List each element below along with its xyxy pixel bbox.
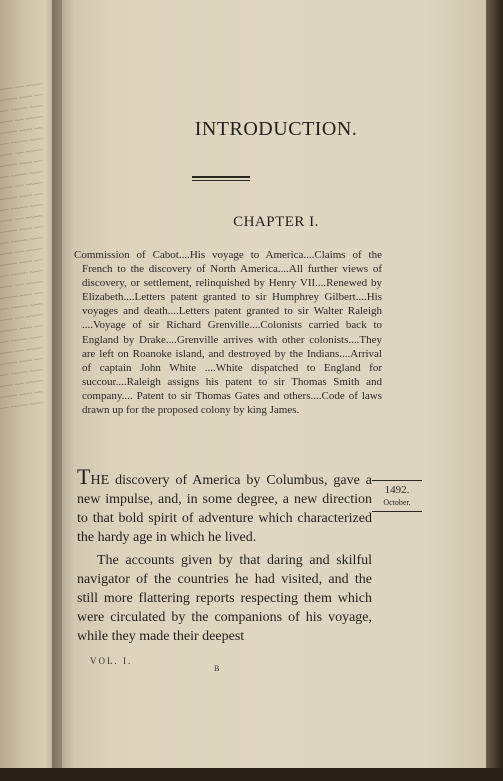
- footer-volume: VOL. I.: [90, 656, 133, 666]
- footer-signature: B: [214, 664, 220, 673]
- margin-note-rule-bottom: [372, 511, 422, 512]
- chapter-synopsis: Commission of Cabot....His voyage to America....Claims of the French to the discovery of North America....All further views of discovery, or settlement, relinquished by Henry VII....Renewed by Elizabeth....Letters patent granted to sir Humphrey Gilbert....His voyages and death....Letters patent granted to sir Walter Raleigh ....Voyage of sir Richard Grenville....Colonists carried back to England by Drake....Grenville arrives with other colonists....They are left on Roanoke island, and destroyed by the Indians....Arrival of captain John White ....White dispatched to England for succour....Raleigh assigns his patent to sir Thomas Smith and company.... Patent to sir Thomas Gates and others....Code of laws drawn up for the proposed colony by king James.: [74, 249, 382, 417]
- margin-note-year: 1492.: [384, 484, 410, 496]
- drop-cap: T: [77, 464, 91, 489]
- paragraph-1: [77, 464, 372, 547]
- left-page-bleed-text: ~~~ ~~ ~~~~ ~~~~ ~~~ ~~ ~~ ~~~~ ~~~ ~~~ ~~ ~~~~ ~~~~ ~~~ ~~ ~~ ~~~~ ~~~ ~~~ ~~ ~~~~ ~~~~ ~~~ ~~ ~~ ~~~~ ~~~ ~~~ ~~ ~~~~ ~~~~ ~~~ ~~ ~~ ~~~~ ~~~ ~~~ ~~ ~~~~ ~~~~ ~~~ ~~ ~~ ~~~~ ~~~ ~~~ ~~ ~~~~ ~~~~ ~~~ ~~ ~~ ~~~~ ~~~ ~~~ ~~ ~~~~ ~~~~ ~~~ ~~ ~~ ~~~~ ~~~ ~~~ ~~ ~~~~ ~~~~ ~~~ ~~ ~~ ~~~~ ~~~ ~~~ ~~ ~~~~ ~~~~ ~~~ ~~ ~~ ~~~~ ~~~ ~~~ ~~ ~~~~ ~~~~ ~~~ ~~ ~~ ~~~~ ~~~: [0, 79, 43, 414]
- margin-note-month: October.: [383, 498, 411, 507]
- margin-note-rule-top: [372, 480, 422, 481]
- margin-note: [372, 480, 422, 512]
- paragraph-2: The accounts given by that daring and skilful navigator of the countries he had visited, and the still more flattering reports respecting them which were circulated by the companions of his voyage, while they made their deepest: [77, 553, 372, 644]
- page-title: INTRODUCTION.: [194, 118, 358, 140]
- chapter-heading: CHAPTER I.: [233, 214, 319, 230]
- title-rule-thin: [192, 180, 250, 181]
- paragraph-1-text: HE discovery of America by Columbus, gave a new impulse, and, in some degree, a new direction to that bold spirit of adventure which characterized the hardy age in which he lived.: [77, 473, 372, 545]
- title-rule-thick: [192, 176, 250, 178]
- page-content: [62, 0, 490, 781]
- body-text: [77, 464, 372, 646]
